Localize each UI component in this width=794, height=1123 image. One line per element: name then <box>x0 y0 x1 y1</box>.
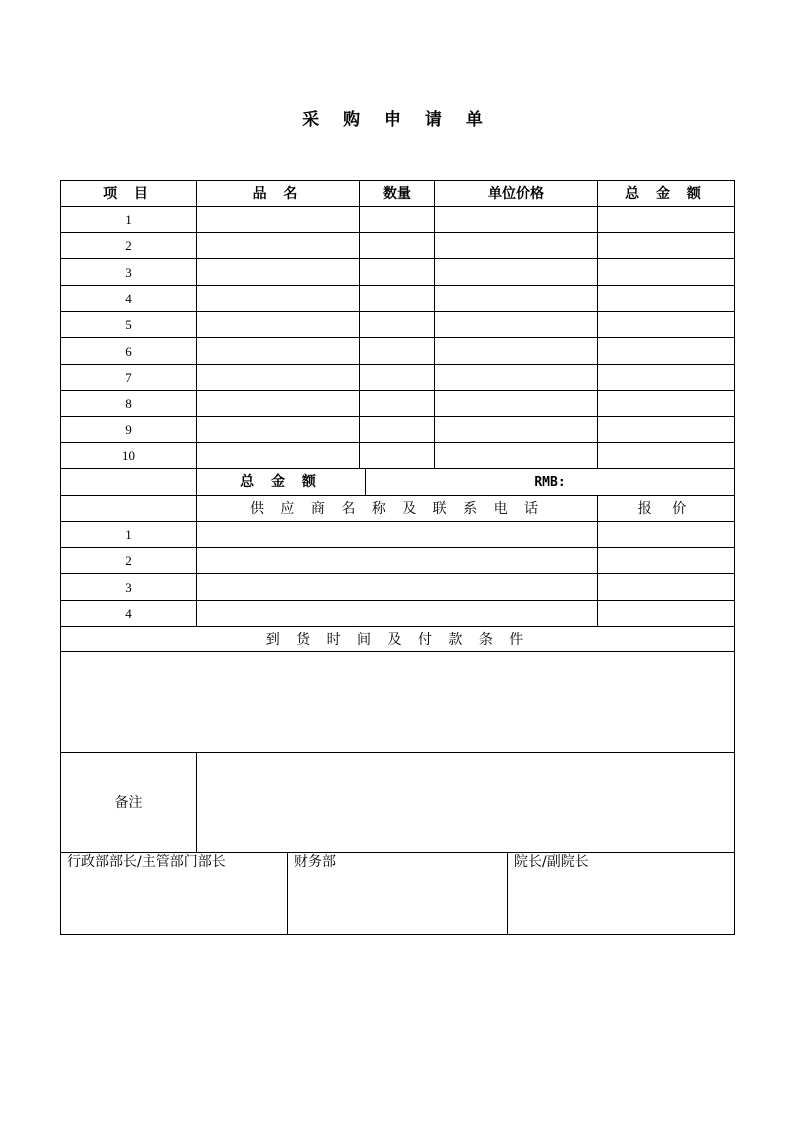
quote-header: 报 价 <box>597 495 735 522</box>
item-unit-price-field[interactable] <box>434 206 598 233</box>
item-name-field[interactable] <box>196 258 360 286</box>
item-total-field[interactable] <box>597 232 735 259</box>
supplier-name-field[interactable] <box>196 521 598 548</box>
delivery-payment-field[interactable] <box>60 651 735 753</box>
header-unit-price: 单位价格 <box>434 180 598 207</box>
item-total-field[interactable] <box>597 337 735 365</box>
item-row-number: 7 <box>60 364 197 391</box>
item-row-number: 10 <box>60 442 197 469</box>
item-unit-price-field[interactable] <box>434 258 598 286</box>
header-total-amount: 总 金 额 <box>597 180 735 207</box>
item-name-field[interactable] <box>196 206 360 233</box>
item-name-field[interactable] <box>196 364 360 391</box>
item-unit-price-field[interactable] <box>434 442 598 469</box>
item-row-number: 2 <box>60 232 197 259</box>
president-signature[interactable]: 院长/副院长 <box>507 852 735 935</box>
finance-signature[interactable]: 财务部 <box>287 852 508 935</box>
item-name-field[interactable] <box>196 311 360 338</box>
supplier-row-number: 4 <box>60 600 197 627</box>
item-row-number: 3 <box>60 258 197 286</box>
admin-head-signature[interactable]: 行政部部长/主管部门部长 <box>60 852 288 935</box>
item-quantity-field[interactable] <box>359 337 435 365</box>
supplier-quote-field[interactable] <box>597 547 735 574</box>
item-unit-price-field[interactable] <box>434 232 598 259</box>
supplier-header-blank <box>60 495 197 522</box>
form-title: 采 购 申 请 单 <box>302 110 492 130</box>
total-row-blank <box>60 468 197 496</box>
supplier-name-field[interactable] <box>196 600 598 627</box>
item-quantity-field[interactable] <box>359 206 435 233</box>
item-row-number: 9 <box>60 416 197 443</box>
item-unit-price-field[interactable] <box>434 390 598 417</box>
item-unit-price-field[interactable] <box>434 416 598 443</box>
header-product-name: 品 名 <box>196 180 360 207</box>
supplier-quote-field[interactable] <box>597 600 735 627</box>
item-unit-price-field[interactable] <box>434 337 598 365</box>
item-total-field[interactable] <box>597 206 735 233</box>
supplier-name-field[interactable] <box>196 547 598 574</box>
item-total-field[interactable] <box>597 390 735 417</box>
supplier-name-field[interactable] <box>196 573 598 601</box>
item-row-number: 6 <box>60 337 197 365</box>
item-unit-price-field[interactable] <box>434 364 598 391</box>
supplier-quote-field[interactable] <box>597 573 735 601</box>
supplier-row-number: 2 <box>60 547 197 574</box>
item-row-number: 1 <box>60 206 197 233</box>
item-quantity-field[interactable] <box>359 258 435 286</box>
item-name-field[interactable] <box>196 390 360 417</box>
supplier-row-number: 3 <box>60 573 197 601</box>
supplier-quote-field[interactable] <box>597 521 735 548</box>
item-row-number: 4 <box>60 285 197 312</box>
item-total-field[interactable] <box>597 442 735 469</box>
item-row-number: 5 <box>60 311 197 338</box>
header-quantity: 数量 <box>359 180 435 207</box>
total-amount-label: 总 金 额 <box>196 468 366 496</box>
remarks-label: 备注 <box>60 752 197 853</box>
item-quantity-field[interactable] <box>359 311 435 338</box>
purchase-request-form <box>60 180 735 935</box>
supplier-row-number: 1 <box>60 521 197 548</box>
item-quantity-field[interactable] <box>359 442 435 469</box>
item-total-field[interactable] <box>597 416 735 443</box>
total-amount-rmb-field[interactable]: RMB: <box>365 468 735 496</box>
item-quantity-field[interactable] <box>359 416 435 443</box>
item-unit-price-field[interactable] <box>434 285 598 312</box>
item-name-field[interactable] <box>196 416 360 443</box>
item-name-field[interactable] <box>196 285 360 312</box>
item-total-field[interactable] <box>597 258 735 286</box>
item-total-field[interactable] <box>597 364 735 391</box>
item-name-field[interactable] <box>196 232 360 259</box>
item-quantity-field[interactable] <box>359 364 435 391</box>
item-quantity-field[interactable] <box>359 390 435 417</box>
item-name-field[interactable] <box>196 337 360 365</box>
item-unit-price-field[interactable] <box>434 311 598 338</box>
item-total-field[interactable] <box>597 311 735 338</box>
supplier-name-contact-header: 供 应 商 名 称 及 联 系 电 话 <box>196 495 598 522</box>
item-row-number: 8 <box>60 390 197 417</box>
header-item: 项 目 <box>60 180 197 207</box>
delivery-payment-header: 到 货 时 间 及 付 款 条 件 <box>60 626 735 653</box>
item-total-field[interactable] <box>597 285 735 312</box>
item-quantity-field[interactable] <box>359 232 435 259</box>
item-name-field[interactable] <box>196 442 360 469</box>
item-quantity-field[interactable] <box>359 285 435 312</box>
remarks-field[interactable] <box>196 752 735 853</box>
